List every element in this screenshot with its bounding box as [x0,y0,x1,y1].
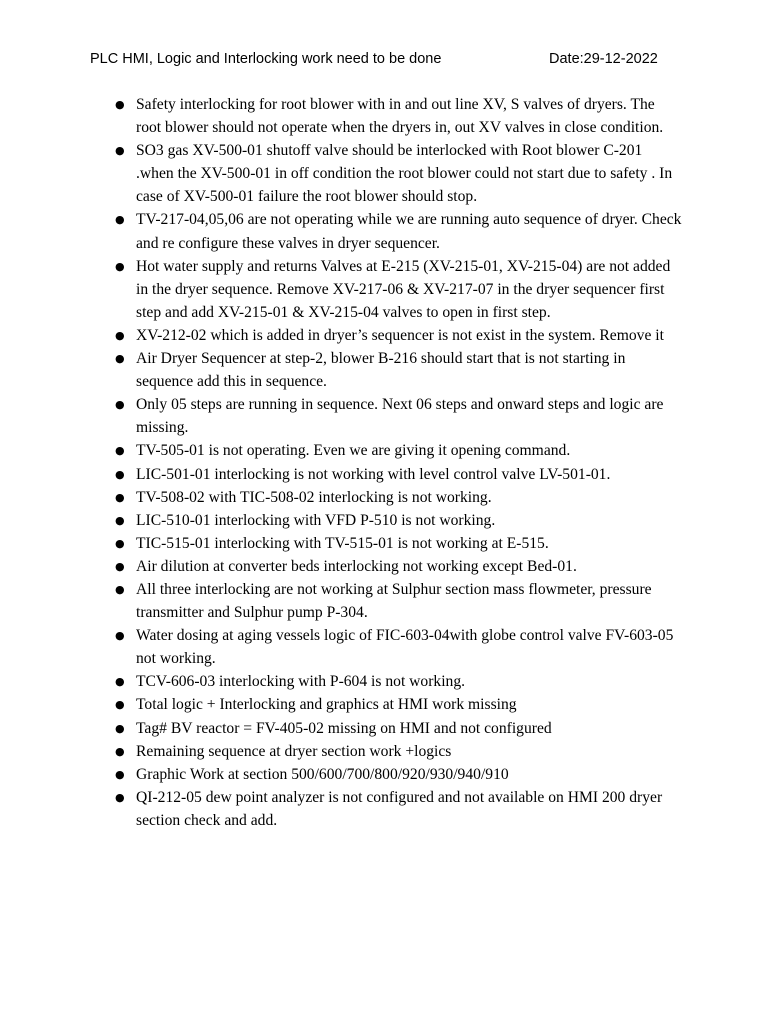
bullet-icon: ● [115,98,125,111]
list-item-text: Only 05 steps are running in sequence. Next 06 steps and onward steps and logic are missing. [136,396,664,437]
list-item-text: QI-212-05 dew point analyzer is not configured and not available on HMI 200 dryer section check and add. [136,788,663,829]
list-item [112,439,682,462]
list-item [112,717,682,740]
bullet-icon: ● [115,352,125,366]
list-item-text: Graphic Work at section 500/600/700/800/920/930/940/910 [136,765,509,783]
list-item-text: TCV-606-03 interlocking with P-604 is not working. [136,673,466,691]
bullet-icon: ● [115,144,125,158]
list-item-text: LIC-501-01 interlocking is not working with level control valve LV-501-01. [136,465,611,483]
list-item [112,509,682,532]
bullet-icon: ● [115,467,125,481]
work-item-list [112,93,682,832]
document-date: Date:29-12-2022 [549,51,658,67]
bullet-icon: ● [115,328,125,342]
list-item-text: XV-212-02 which is added in dryer’s sequencer is not exist in the system. Remove it [136,326,664,344]
list-item [112,763,682,786]
document-header [90,49,670,71]
list-item [112,740,682,763]
bullet-icon: ● [115,513,125,527]
list-item [112,555,682,578]
list-item-text: Safety interlocking for root blower with in and out line XV, S valves of dryers. The root blower should not operate when the dryers in, out XV valves in close condition. [136,96,664,137]
list-item [112,532,682,555]
list-item [112,139,682,208]
list-item [112,786,682,832]
bullet-icon: ● [115,790,125,804]
list-item-text: Tag# BV reactor = FV-405-02 missing on HMI and not configured [136,719,552,737]
document-title: PLC HMI, Logic and Interlocking work need to be done [90,51,442,67]
list-item [112,693,682,716]
list-item-text: TV-217-04,05,06 are not operating while we are running auto sequence of dryer. Check and re configure these valves in dryer sequencer. [136,211,682,252]
list-item-text: Water dosing at aging vessels logic of FIC-603-04with globe control valve FV-603-05 not working. [136,627,674,668]
list-item [112,463,682,486]
list-item-text: Air dilution at converter beds interlocking not working except Bed-01. [136,557,577,575]
list-item [112,393,682,439]
list-item [112,208,682,254]
list-item-text: TIC-515-01 interlocking with TV-515-01 is not working at E-515. [136,534,549,552]
list-item-text: LIC-510-01 interlocking with VFD P-510 is not working. [136,511,496,529]
bullet-icon: ● [115,744,125,758]
list-item [112,93,682,139]
bullet-icon: ● [115,398,125,412]
list-item [112,324,682,347]
list-item-text: Hot water supply and returns Valves at E-215 (XV-215-01, XV-215-04) are not added in the dryer sequence. Remove XV-217-06 & XV-217-07 in the dryer sequencer first step and add XV-215-01 & XV-215-04 valves to open in first step. [136,257,671,321]
list-item-text: TV-505-01 is not operating. Even we are giving it opening command. [136,442,571,460]
bullet-icon: ● [115,559,125,573]
list-item [112,670,682,693]
bullet-icon: ● [115,675,125,689]
bullet-icon: ● [115,536,125,550]
list-item-text: TV-508-02 with TIC-508-02 interlocking is not working. [136,488,492,506]
bullet-icon: ● [115,490,125,504]
list-item-text: All three interlocking are not working at Sulphur section mass flowmeter, pressure transmitter and Sulphur pump P-304. [136,580,652,622]
list-item [112,255,682,324]
list-item [112,578,682,624]
bullet-icon: ● [115,259,125,273]
list-item [112,624,682,670]
list-item [112,347,682,393]
bullet-icon: ● [115,582,125,596]
bullet-icon: ● [115,721,125,735]
bullet-icon: ● [115,629,125,643]
bullet-icon: ● [115,213,125,227]
list-item-text: SO3 gas XV-500-01 shutoff valve should be interlocked with Root blower C-201 .when the XV-500-01 in off condition the root blower could not start due to safety . In case of XV-500-01 failure the root blower should stop. [136,142,673,206]
list-item-text: Remaining sequence at dryer section work +logics [136,742,452,760]
bullet-icon: ● [115,444,125,458]
list-item-text: Total logic + Interlocking and graphics at HMI work missing [136,696,517,714]
list-item [112,486,682,509]
list-item-text: Air Dryer Sequencer at step-2, blower B-216 should start that is not starting in sequence add this in sequence. [136,350,626,391]
bullet-icon: ● [115,767,125,781]
bullet-icon: ● [115,698,125,712]
